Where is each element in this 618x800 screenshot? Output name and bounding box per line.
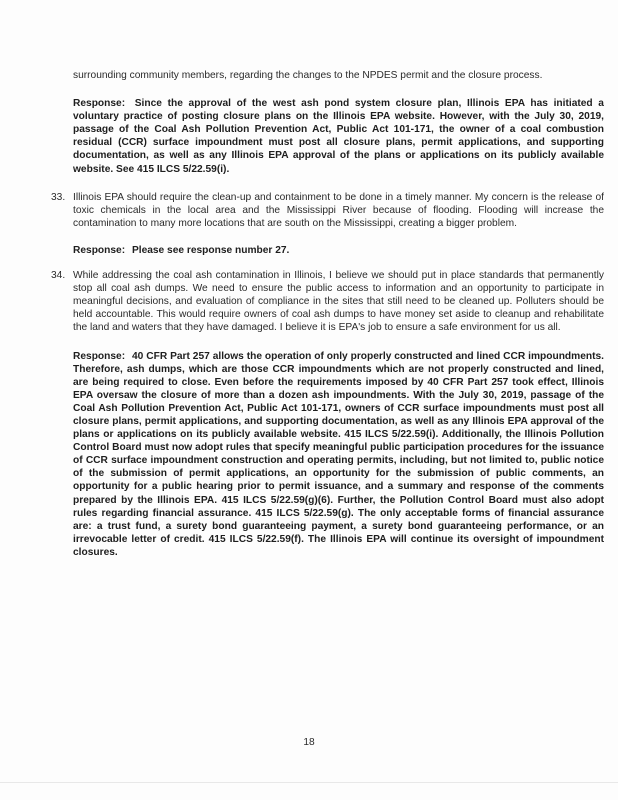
continuation-paragraph: surrounding community members, regarding the changes to the NPDES permit and the closure process. <box>73 70 543 81</box>
response-text: Please see response number 27. <box>131 244 290 256</box>
response-label: Response: <box>73 98 126 110</box>
comment-text: Illinois EPA should require the clean-up and containment to be done in a timely manner. My concern is the release of toxic chemicals in the local area and the Mississippi River because of flooding. Flooding will increase the contamination to many more locations that are south on the Mississippi, creating a bigger problem. <box>73 191 604 229</box>
response-paragraph <box>73 97 604 176</box>
page-bottom-divider <box>0 782 618 783</box>
comment-number: 34. <box>51 270 66 282</box>
comment-number: 33. <box>51 191 66 203</box>
comment-text: While addressing the coal ash contamination in Illinois, I believe we should put in place standards that permanently stop all coal ash dumps. We need to ensure the public access to information and an opportunity to participate in meaningful decisions, and evaluation of compliance in the sites that still need to be cleaned up. Polluters should be held accountable. This would require owners of coal ash dumps to have money set aside to cleanup and rehabilitate the land and waters that they have damaged. I believe it is EPA's job to ensure a safe environment for us all. <box>73 270 604 334</box>
response-label: Response: <box>73 244 126 256</box>
comment-item-33 <box>51 191 604 230</box>
response-label: Response: <box>73 350 126 362</box>
comment-item-34 <box>51 269 604 334</box>
response-text: 40 CFR Part 257 allows the operation of only properly constructed and lined CCR impoundments. Therefore, ash dumps, which are those CCR impoundments which are not properly constructed and lined, are being required to close. Even before the requirements imposed by 40 CFR Part 257 took effect, Illinois EPA oversaw the closure of more than a dozen ash impoundments. With the July 30, 2019, passage of the Coal Ash Pollution Prevention Act, Public Act 101-171, owners of CCR surface impoundments must post all closure plans, permit applications, and supporting documentation, as well as any Illinois EPA approval of the plans or applications on its publicly available website. 415 ILCS 5/22.59(i). Additionally, the Illinois Pollution Control Board must now adopt rules that specify meaningful public participation procedures for the issuance of CCR surface impoundment construction and operating permits, including, but not limited to, public notice of the submission of permit applications, an opportunity for the submission of public comments, an opportunity for a public hearing prior to permit issuance, and a summary and response of the comments prepared by the Illinois EPA. 415 ILCS 5/22.59(g)(6). Further, the Pollution Control Board must also adopt rules regarding financial assurance. 415 ILCS 5/22.59(g). The only acceptable forms of financial assurance are: a trust fund, a surety bond guaranteeing payment, a surety bond guaranteeing performance, or an irrevocable letter of credit. 415 ILCS 5/22.59(f). The Illinois EPA will continue its oversight of impoundment closures. <box>73 350 604 558</box>
response-text: Since the approval of the west ash pond system closure plan, Illinois EPA has initiated a voluntary practice of posting closure plans on the Illinois EPA website. However, with the July 30, 2019, passage of the Coal Ash Pollution Prevention Act, Public Act 101-171, the owner of a coal combustion residual (CCR) surface impoundment must post all closure plans, permit applications, and supporting documentation, as well as any Illinois EPA approval of the plans or applications on its publicly available website. See 415 ILCS 5/22.59(i). <box>73 98 604 175</box>
response-paragraph <box>73 244 604 257</box>
page-number: 18 <box>303 737 315 748</box>
response-paragraph <box>73 350 604 560</box>
document-body <box>51 69 604 574</box>
